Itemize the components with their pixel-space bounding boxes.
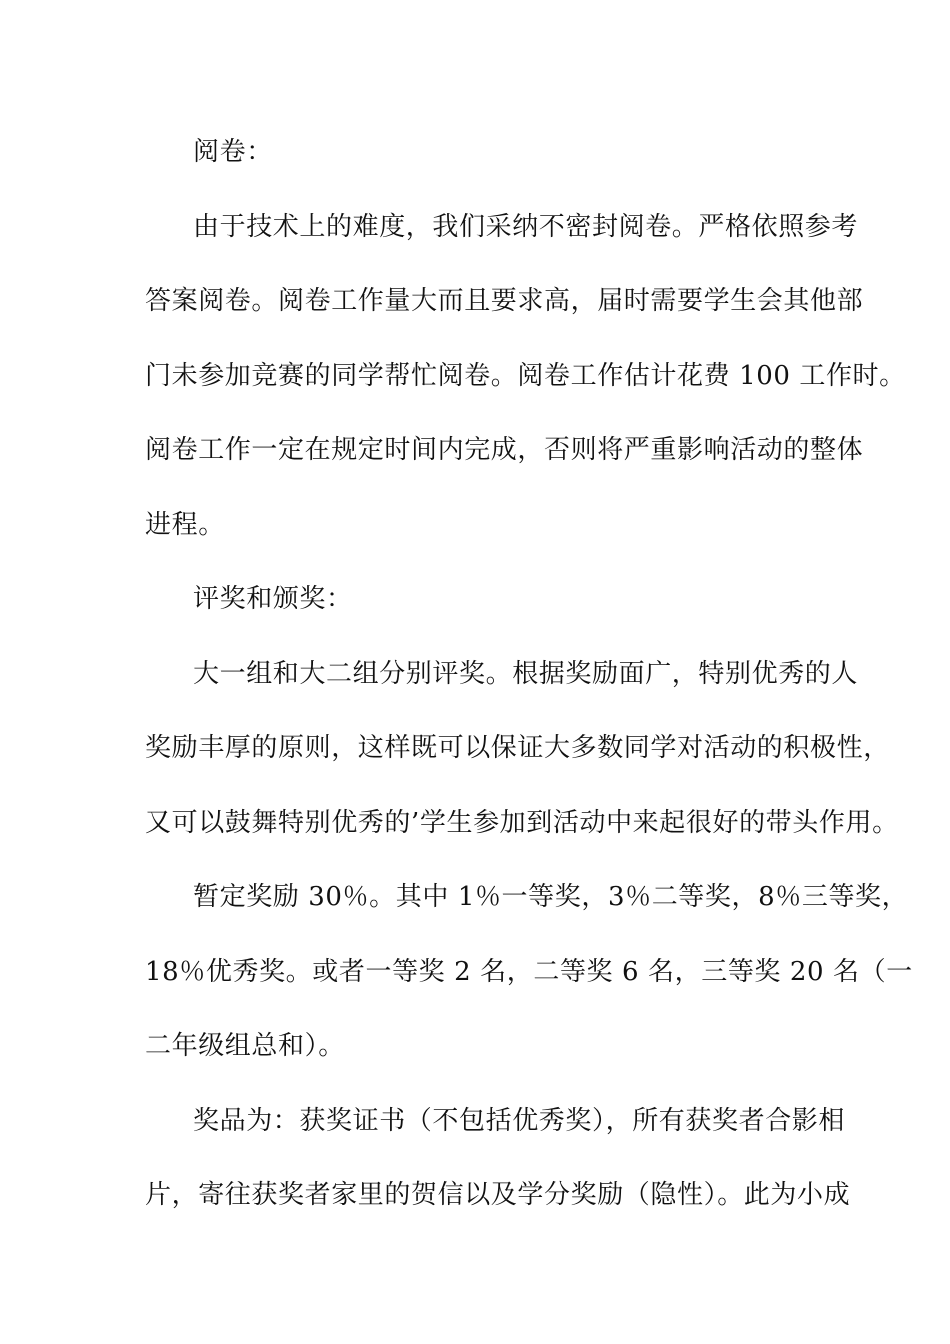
paragraph-line: 又可以鼓舞特别优秀的’学生参加到活动中来起很好的带头作用。 (145, 807, 899, 838)
paragraph-line: 暂定奖励 30％。其中 1％一等奖，3％二等奖，8％三等奖， (193, 882, 909, 912)
paragraph-line: 阅卷工作一定在规定时间内完成，否则将严重影响活动的整体 (145, 435, 864, 465)
paragraph-line: 奖励丰厚的原则，这样既可以保证大多数同学对活动的积极性， (145, 733, 890, 763)
paragraph-line: 18％优秀奖。或者一等奖 2 名，二等奖 6 名，三等奖 20 名（一 (145, 956, 913, 987)
paragraph-line: 片，寄往获奖者家里的贺信以及学分奖励（隐性）。此为小成 (145, 1180, 851, 1210)
section-heading-awards: 评奖和颁奖： (193, 584, 353, 614)
paragraph-line: 答案阅卷。阅卷工作量大而且要求高，届时需要学生会其他部 (145, 286, 864, 316)
paragraph-line: 二年级组总和）。 (145, 1031, 345, 1061)
paragraph-line: 大一组和大二组分别评奖。根据奖励面广，特别优秀的人 (193, 658, 859, 689)
document-body (145, 115, 913, 1233)
section-heading-grading: 阅卷： (193, 137, 273, 167)
paragraph-line: 门未参加竞赛的同学帮忙阅卷。阅卷工作估计花费 100 工作时。 (145, 360, 906, 391)
paragraph-line: 由于技术上的难度，我们采纳不密封阅卷。严格依照参考 (193, 211, 859, 242)
paragraph-line: 进程。 (145, 509, 225, 540)
paragraph-line: 奖品为：获奖证书（不包括优秀奖），所有获奖者合影相 (193, 1105, 846, 1136)
